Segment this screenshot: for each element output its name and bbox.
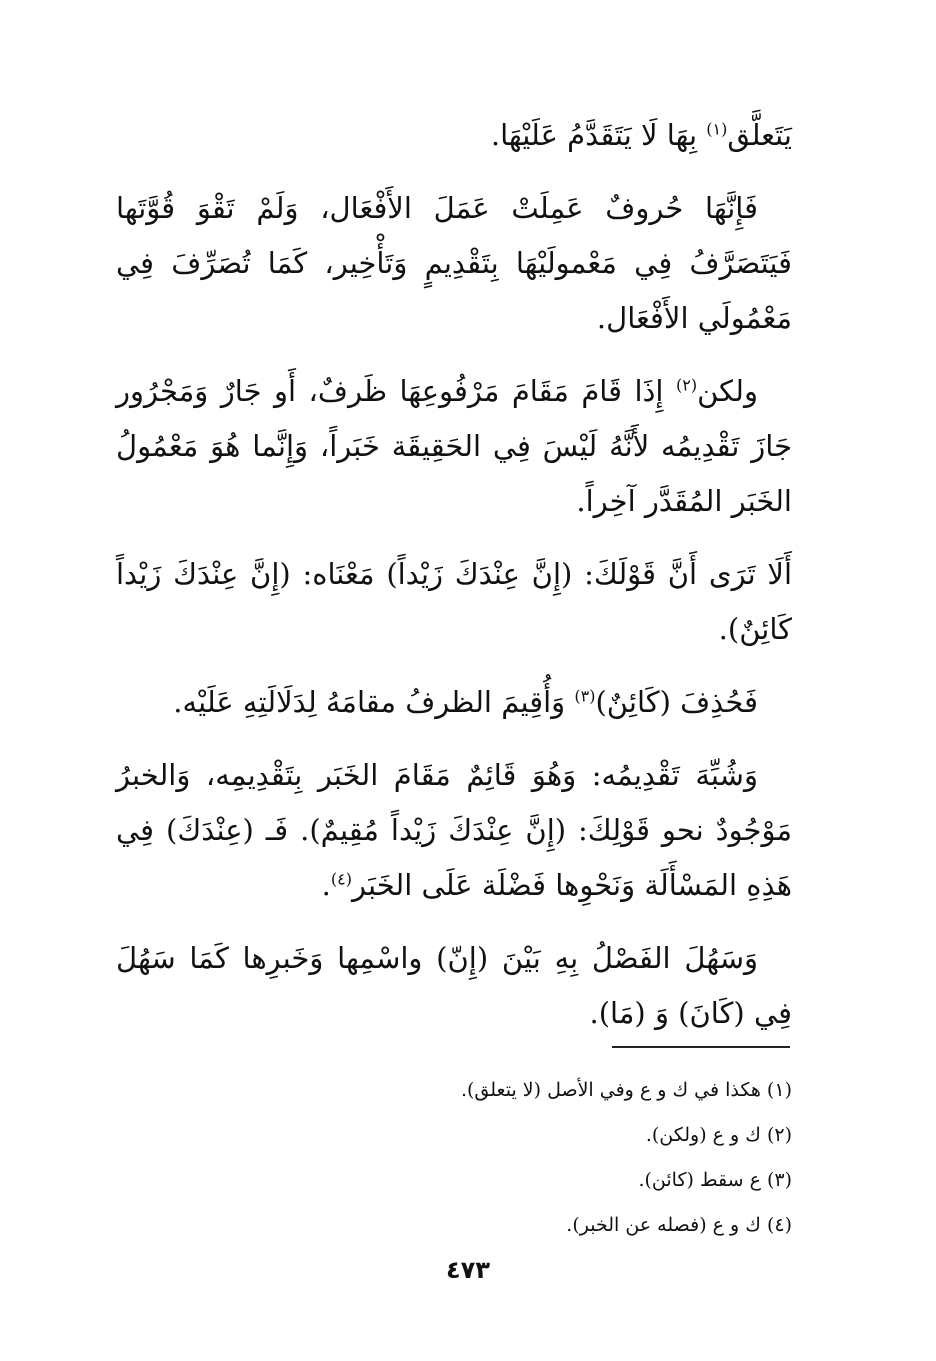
footnotes — [116, 1068, 792, 1248]
footnote-separator — [612, 1046, 790, 1048]
footnote-marker: (١) — [706, 119, 728, 139]
paragraph — [116, 108, 792, 163]
paragraph-text: أَلَا تَرَى أَنَّ قَوْلَكَ: (إِنَّ عِنْدَكَ زَيْداً) مَعْنَاه: (إِنَّ عِنْدَكَ زَيْداً كَائِنٌ). — [116, 557, 792, 646]
paragraph-text: ولكن — [697, 374, 758, 408]
footnote: (٤) ك و ع (فصله عن الخبر). — [566, 1214, 792, 1236]
paragraph — [116, 931, 792, 1041]
paragraph-text: فَإِنَّهَا حُروفٌ عَمِلَتْ عَمَلَ الأَفْعَال، وَلَمْ تَقْوَ قُوَّتَها فَيَتَصَرَّفُ فِي مَعْمولَيْهَا بِتَقْدِيمٍ وَتَأْخِير، كَمَا تُصَرِّفَ فِي مَعْمُولَي الأَفْعَال. — [116, 191, 792, 335]
paragraph — [116, 547, 792, 657]
footnote: (٣) ع سقط (كائن). — [638, 1169, 792, 1191]
paragraph-text: وَأُقِيمَ الظرفُ مقامَهُ لِدَلَالَتِهِ عَلَيْه. — [173, 685, 575, 719]
paragraph-text: . — [321, 868, 331, 902]
page-number: ٤٧٣ — [446, 1256, 490, 1284]
main-text — [116, 108, 792, 1059]
paragraph-text: يَتَعلَّق — [727, 118, 792, 152]
paragraph — [116, 748, 792, 913]
paragraph-text: وَسَهُلَ الفَصْلُ بِهِ بَيْنَ (إِنّ) واسْمِها وَخَبرِها كَمَا سَهُلَ فِي (كَانَ) وَ (مَا). — [116, 941, 792, 1030]
paragraph — [116, 181, 792, 346]
footnote: (٢) ك و ع (ولكن). — [645, 1124, 792, 1146]
paragraph-text: بِهَا لَا يَتَقَدَّمُ عَلَيْهَا. — [490, 118, 707, 152]
paragraph-text: فَحُذِفَ (كَائِنٌ) — [595, 685, 758, 719]
footnote: (١) هكذا في ك و ع وفي الأصل (لا يتعلق). — [460, 1079, 792, 1101]
paragraph-text: إِذَا قَامَ مَقَامَ مَرْفُوعِهَا ظَرفٌ، أَو جَارٌ وَمَجْرُور جَازَ تَقْدِيمُه لأَنَّهُ لَيْسَ فِي الحَقِيقَة خَبَراً، وَإِنَّما هُوَ مَعْمُولُ الخَبَر المُقَدَّر آخِراً. — [116, 374, 792, 518]
paragraph-text: وَشُبِّهَ تَقْدِيمُه: وَهُوَ قَائِمٌ مَقَامَ الخَبَر بِتَقْدِيمِه، وَالخبرُ مَوْجُودٌ نحو قَوْلِكَ: (إِنَّ عِنْدَكَ زَيْداً مُقِيمٌ). فَـ (عِنْدَكَ) فِي هَذِهِ المَسْأَلَة وَنَحْوِها فَضْلَة عَلَى الخَبَر — [116, 758, 792, 902]
footnote-marker: (٣) — [574, 686, 596, 706]
paragraph — [116, 364, 792, 529]
paragraph — [116, 675, 792, 730]
footnote-marker: (٢) — [675, 375, 698, 395]
footnote-marker: (٤) — [330, 869, 352, 889]
